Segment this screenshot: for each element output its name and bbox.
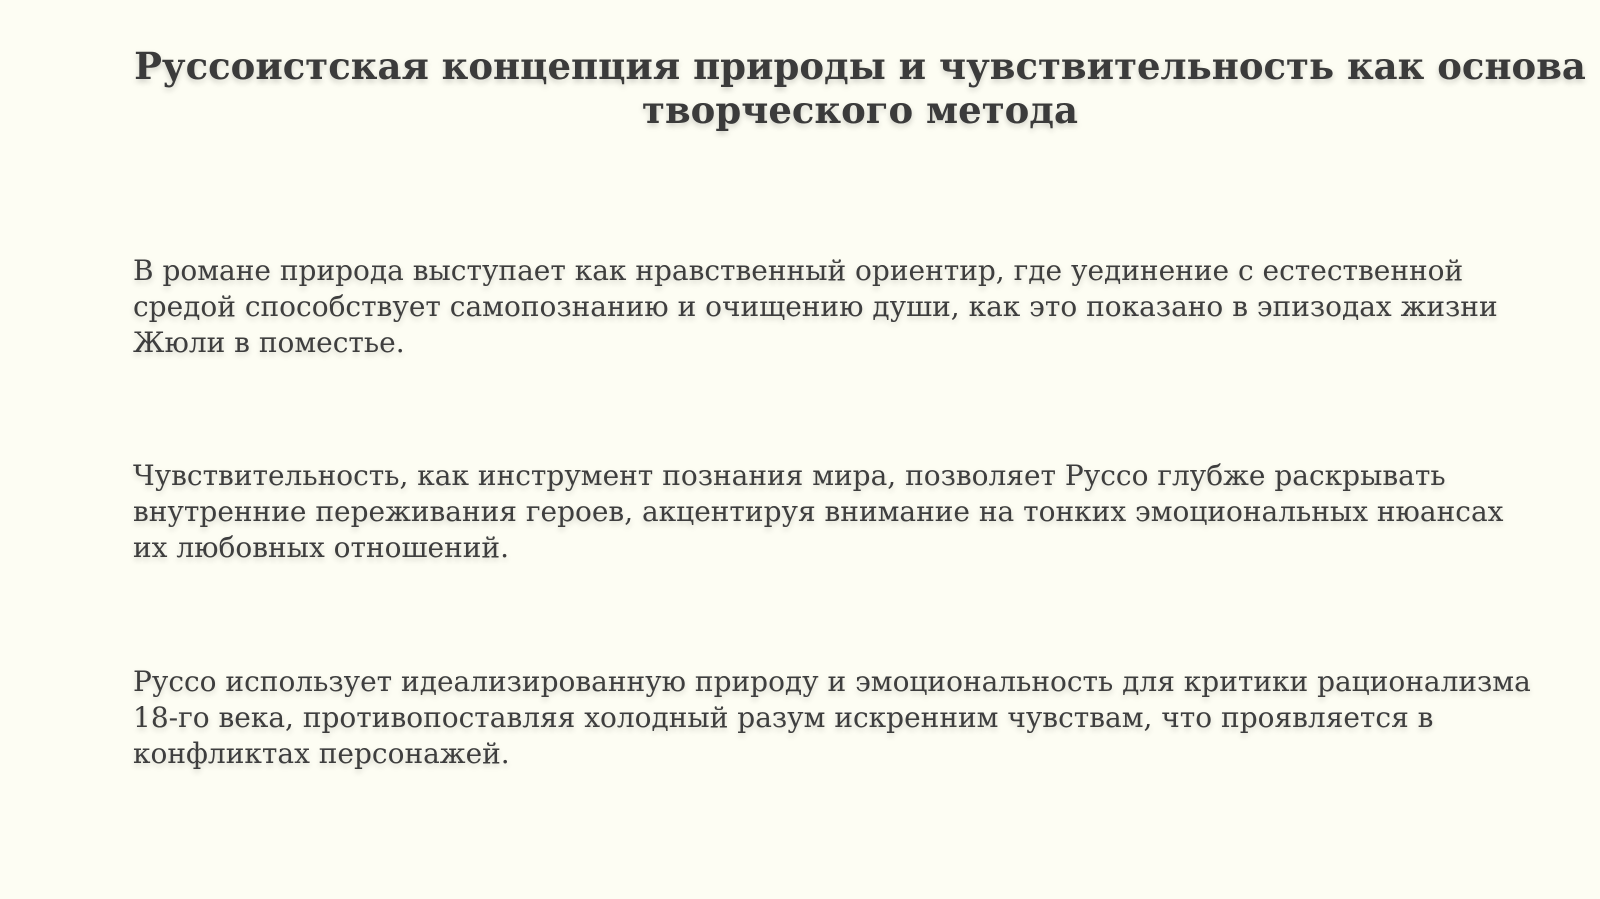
slide-title: Руссоистская концепция природы и чувствительность как основа творческого метода (134, 44, 1586, 132)
paragraph-nature: В романе природа выступает как нравственный ориентир, где уединение с естественной средой способствует самопознанию и очищению души, как это показано в эпизодах жизни Жюли в поместье. (133, 254, 1498, 359)
paragraph-critique: Руссо использует идеализированную природу и эмоциональность для критики рационализма 18-го века, противопоставляя холодный разум искренним чувствам, что проявляется в конфликтах персонажей. (133, 665, 1531, 770)
paragraph-sensibility: Чувствительность, как инструмент познания мира, позволяет Руссо глубже раскрывать внутренние переживания героев, акцентируя внимание на тонких эмоциональных нюансах их любовных отношений. (133, 459, 1504, 564)
